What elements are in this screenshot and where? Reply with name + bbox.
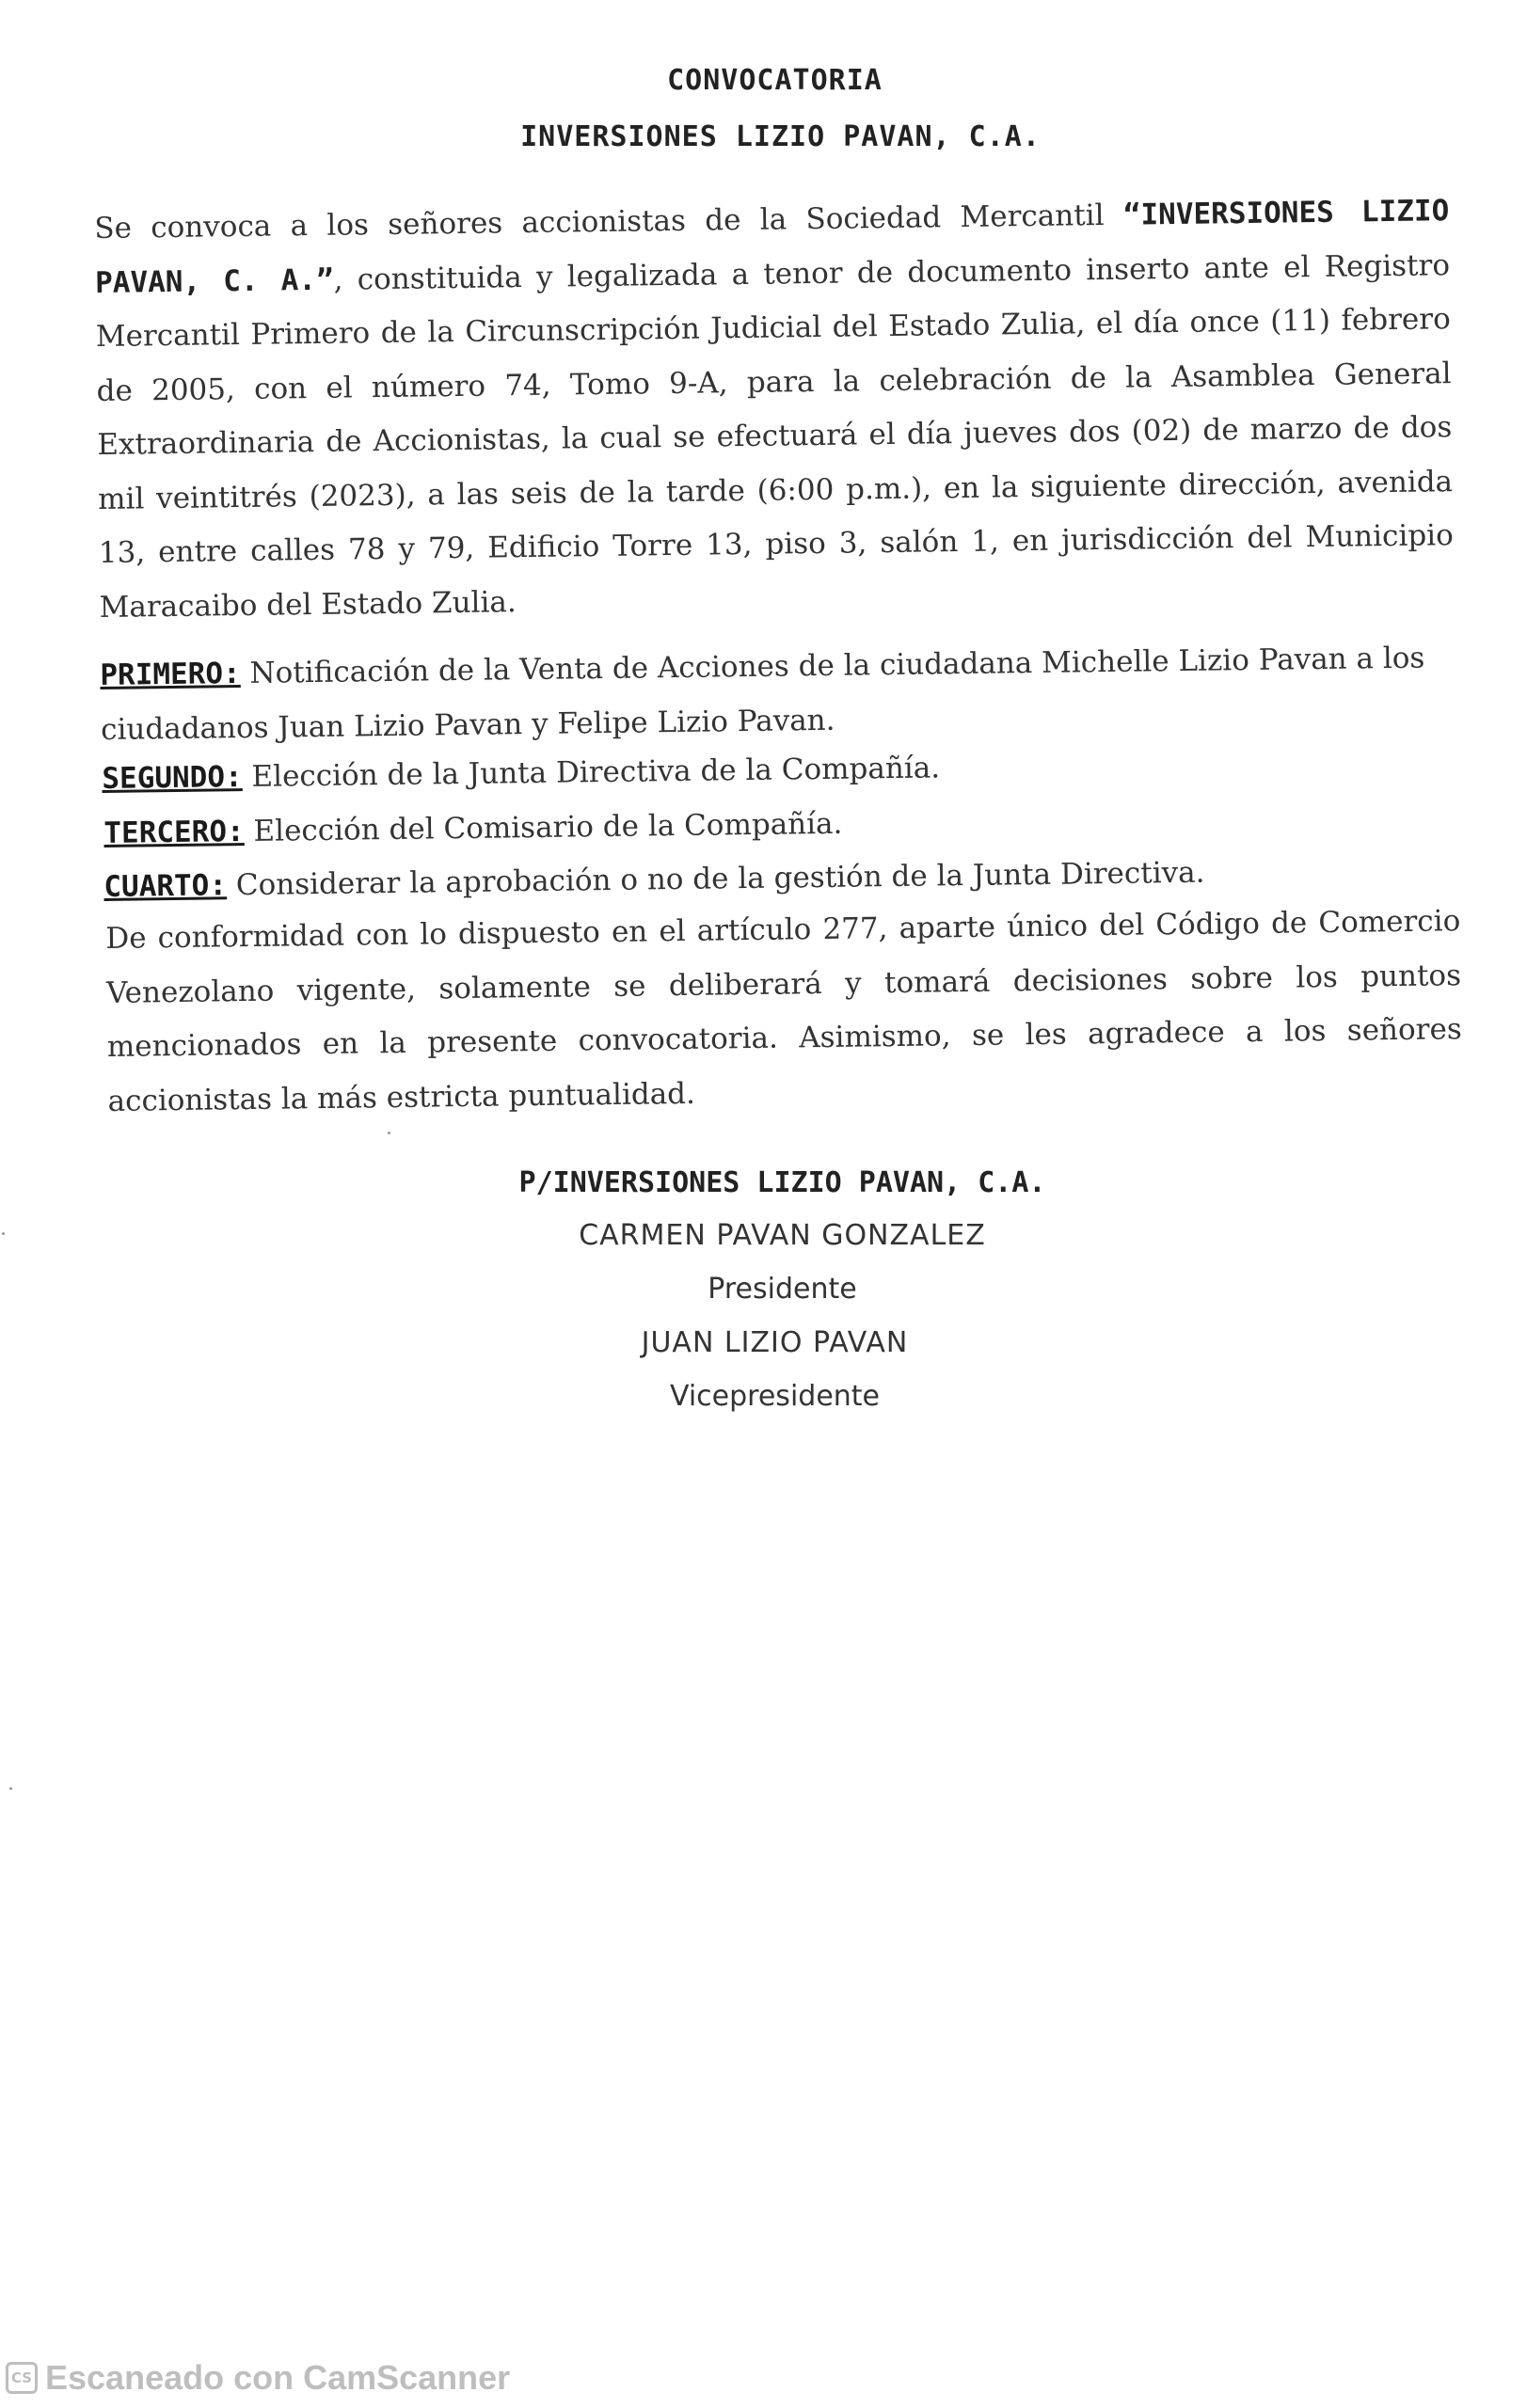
camscanner-watermark — [6, 2356, 510, 2400]
agenda-label: TERCERO: — [103, 815, 245, 850]
agenda-text: Elección de la Junta Directiva de la Compañía. — [242, 751, 941, 795]
intro-text-start: Se convoca a los señores accionistas de la Sociedad Mercantil — [94, 198, 1124, 246]
signature-company: P/INVERSIONES LIZIO PAVAN, C.A. — [518, 1166, 1046, 1199]
company-heading: INVERSIONES LIZIO PAVAN, C.A. — [520, 120, 1041, 153]
signatory-role-vice-president: Vicepresidente — [669, 1380, 881, 1413]
agenda-text: Elección del Comisario de la Compañía. — [244, 806, 843, 849]
signatory-name-president: CARMEN PAVAN GONZALEZ — [579, 1219, 986, 1252]
scan-speck — [2, 1232, 5, 1235]
document-title: CONVOCATORIA — [667, 64, 883, 97]
camscanner-logo-icon: CS — [6, 2362, 38, 2394]
signatory-name-vice-president: JUAN LIZIO PAVAN — [641, 1326, 909, 1359]
intro-paragraph — [94, 184, 1455, 635]
agenda-text: Notificación de la Venta de Acciones de la ciudadana Michelle Lizio Pavan a los ciudadanos Juan Lizio Pavan y Felipe Lizio Pavan. — [100, 641, 1425, 747]
closing-paragraph: De conformidad con lo dispuesto en el artículo 277, aparte único del Código de Comercio Venezolano vigente, solamente se deliberará y tomará decisiones sobre los puntos mencionados en la presente convocatoria. Asimismo, se les agradece a los señores accionistas la más estricta puntualidad. — [105, 904, 1462, 1118]
watermark-text: Escaneado con CamScanner — [45, 2358, 511, 2397]
agenda-label: CUARTO: — [103, 868, 228, 904]
agenda-label: PRIMERO: — [100, 657, 241, 692]
signatory-role-president: Presidente — [708, 1273, 857, 1306]
agenda-label: SEGUNDO: — [102, 760, 243, 796]
intro-text-rest: , constituida y legalizada a tenor de documento inserto ante el Registro Mercantil Primero de la Circunscripción Judicial del Estado Zulia, el día once (11) febrero de 2005, con el número 74, Tomo 9-A, para la celebración de la Asamblea General Extraordinaria de Accionistas, la cual se efectuará el día jueves dos (02) de marzo de dos mil veintitrés (2023), a las seis de la tarde (6:00 p.m.), en la siguiente dirección, avenida 13, entre calles 78 y 79, Edificio Torre 13, piso 3, salón 1, en jurisdicción del Municipio Maracaibo del Estado Zulia. — [95, 247, 1454, 625]
agenda-text: Considerar la aprobación o no de la gestión de la Junta Directiva. — [226, 855, 1205, 903]
scan-speck — [388, 1132, 390, 1134]
scan-speck — [9, 1787, 12, 1790]
intro-company-name: “INVERSIONES LIZIO PAVAN, C. A.” — [94, 194, 1450, 300]
